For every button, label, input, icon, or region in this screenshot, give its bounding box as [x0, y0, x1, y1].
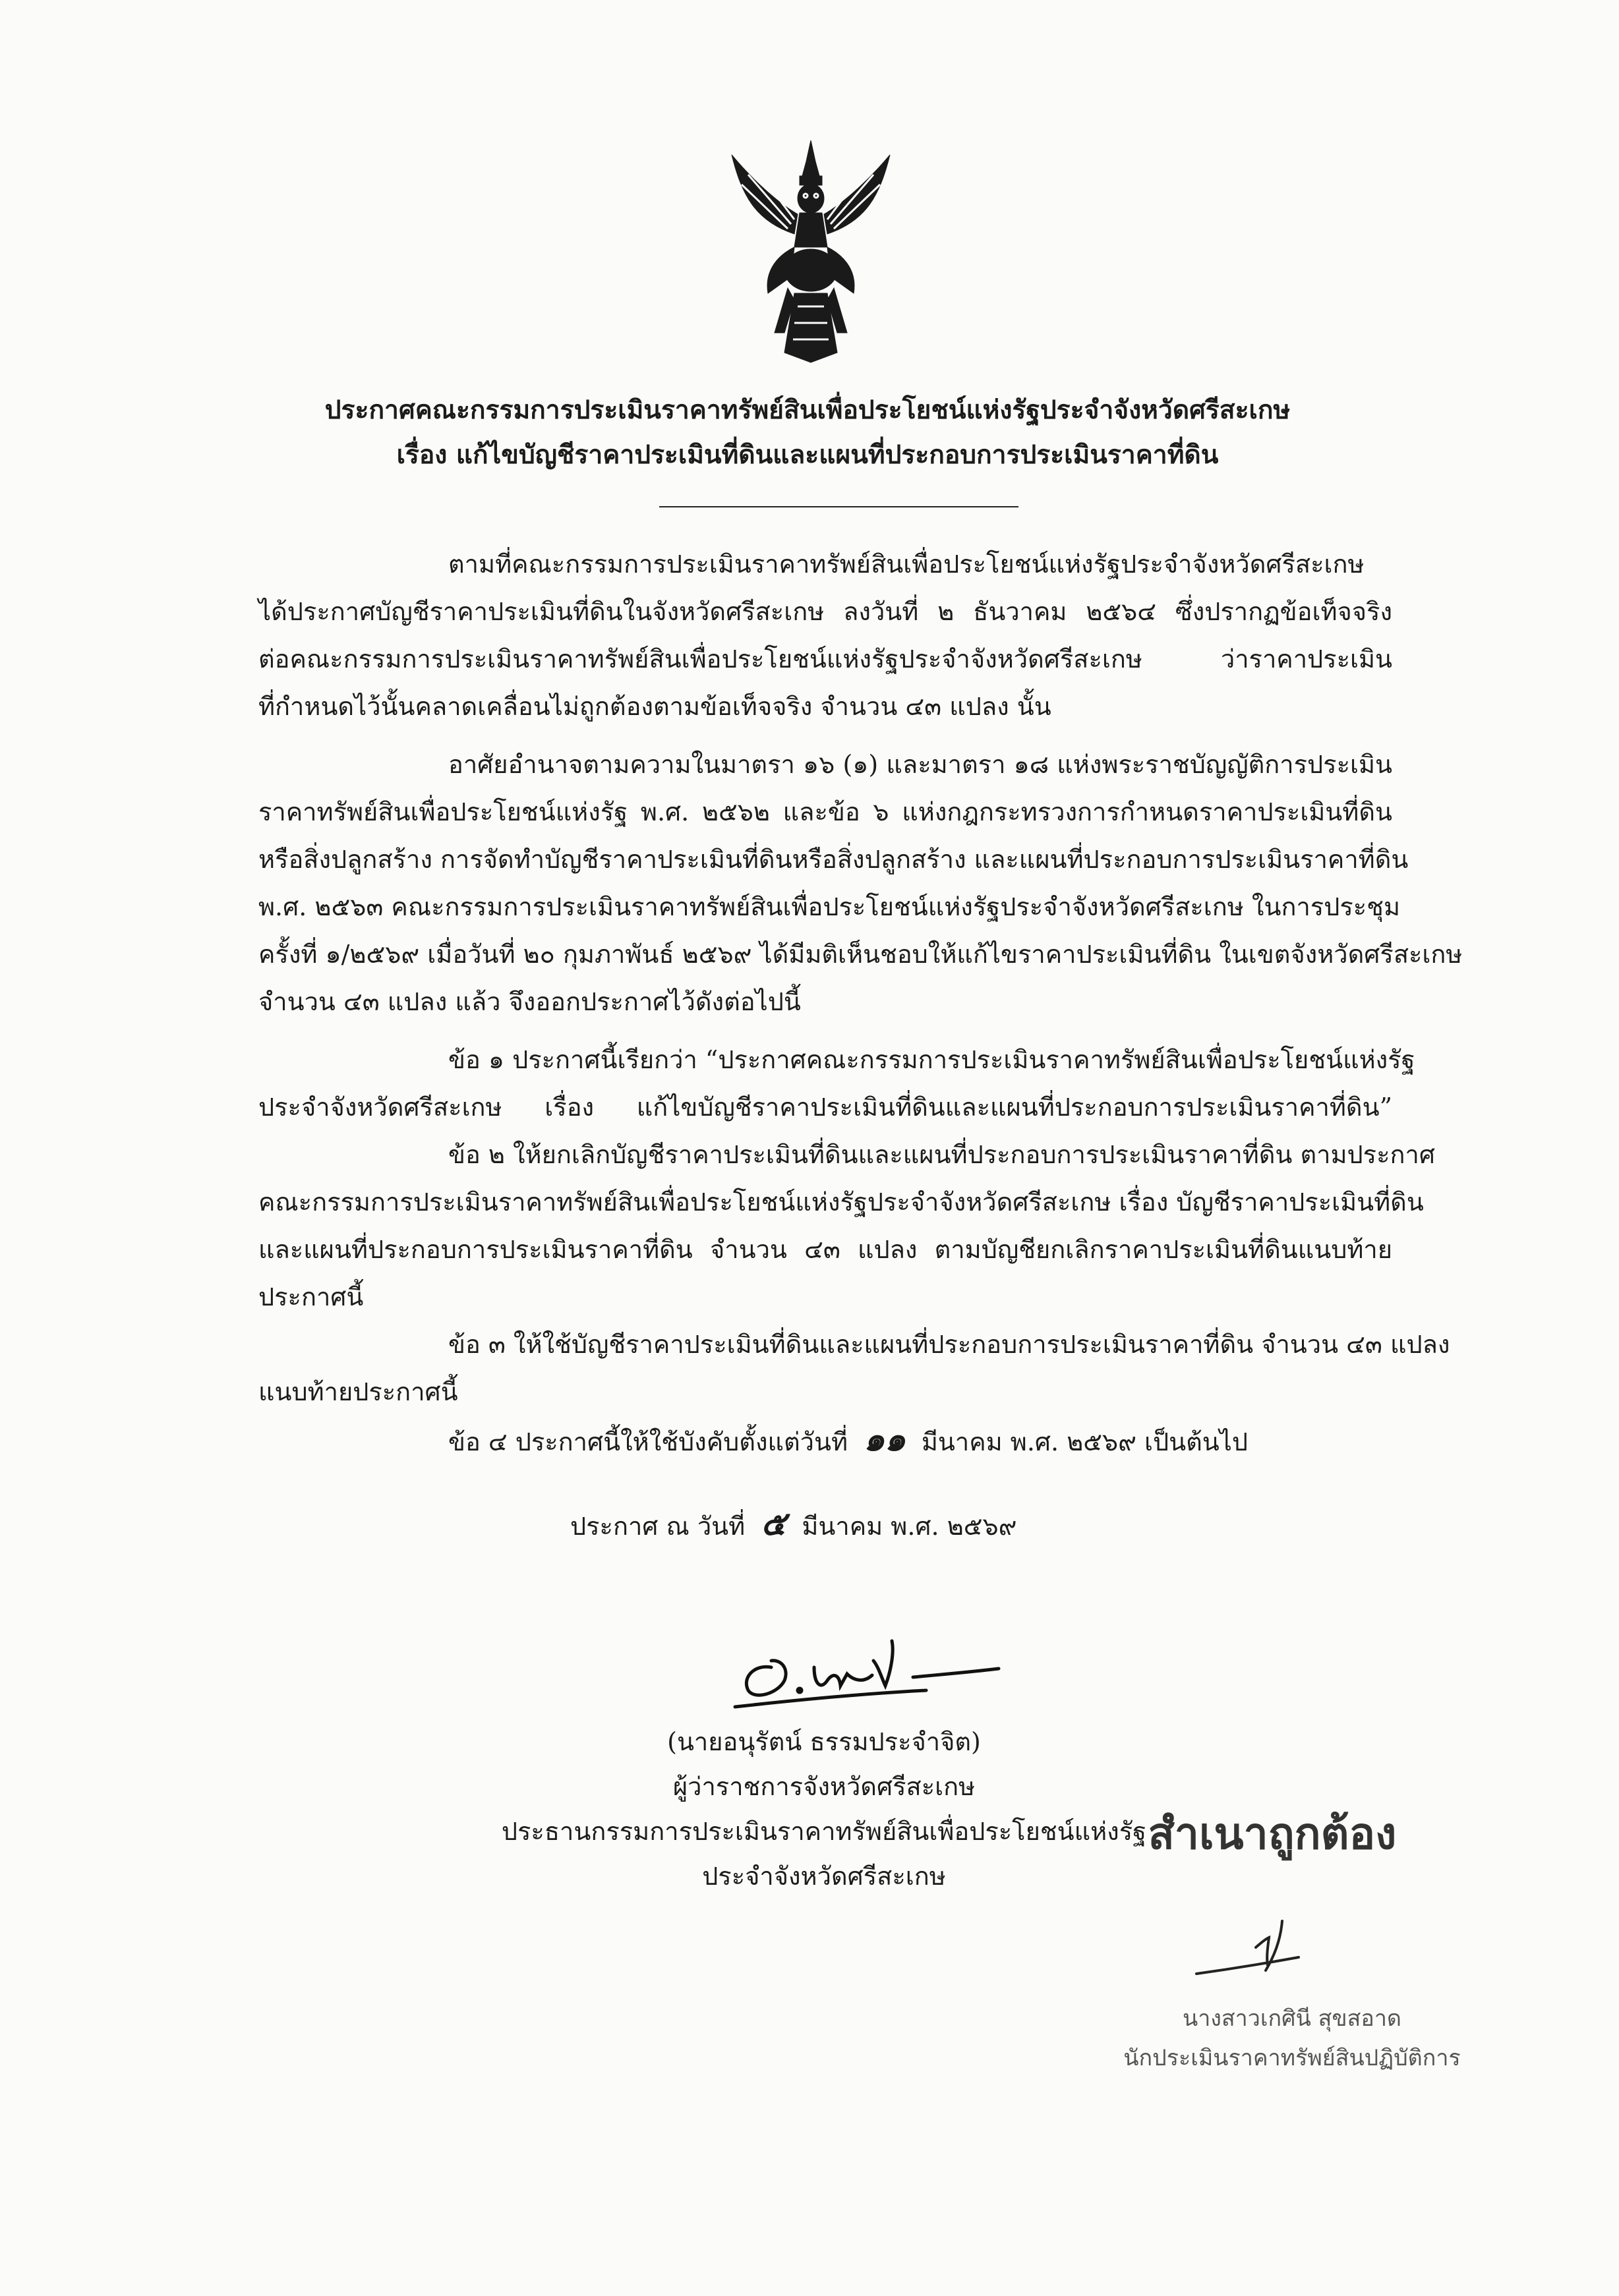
garuda-emblem-icon: [728, 135, 893, 366]
announcement-day: ๕: [761, 1505, 786, 1543]
body-line: ต่อคณะกรรมการประเมินราคาทรัพย์สินเพื่อประโยชน์แห่งรัฐประจำจังหวัดศรีสะเกษ ว่าราคาประเมิน: [258, 645, 1392, 674]
clause-2-line: คณะกรรมการประเมินราคาทรัพย์สินเพื่อประโยชน์แห่งรัฐประจำจังหวัดศรีสะเกษ เรื่อง บัญชีราคาประเมินที่ดิน: [258, 1188, 1424, 1217]
body-line: ที่กำหนดไว้นั้นคลาดเคลื่อนไม่ถูกต้องตามข้อเท็จจริง จำนวน ๔๓ แปลง นั้น: [258, 692, 1051, 721]
clause-4-date: มีนาคม พ.ศ. ๒๕๖๙ เป็นต้นไป: [921, 1427, 1249, 1456]
clause-3-line: แนบท้ายประกาศนี้: [258, 1377, 458, 1406]
certified-copy-stamp: สำเนาถูกต้อง: [1148, 1808, 1397, 1859]
announcement-subject: เรื่อง แก้ไขบัญชีราคาประเมินที่ดินและแผนที่ประกอบการประเมินราคาที่ดิน: [396, 440, 1219, 470]
body-line: ราคาทรัพย์สินเพื่อประโยชน์แห่งรัฐ พ.ศ. ๒๕๖๒ และข้อ ๖ แห่งกฎกระทรวงการกำหนดราคาประเมินที่ดิน: [258, 797, 1392, 826]
body-line: ตามที่คณะกรรมการประเมินราคาทรัพย์สินเพื่อประโยชน์แห่งรัฐประจำจังหวัดศรีสะเกษ: [448, 550, 1365, 579]
certifier-name: นางสาวเกศินี สุขสอาด: [1182, 2005, 1402, 2032]
clause-4-line: [448, 1421, 1248, 1460]
certifier-signature: [1183, 1911, 1322, 1990]
clause-2-line: ประกาศนี้: [258, 1282, 364, 1311]
certifier-position: นักประเมินราคาทรัพย์สินปฏิบัติการ: [1123, 2045, 1461, 2071]
effective-day: ๑๑: [864, 1420, 906, 1458]
governor-signature: [715, 1628, 1005, 1720]
body-line: พ.ศ. ๒๕๖๓ คณะกรรมการประเมินราคาทรัพย์สินเพื่อประโยชน์แห่งรัฐประจำจังหวัดศรีสะเกษ ในการประชุม: [258, 892, 1400, 921]
announcement-date-label: ประกาศ ณ วันที่: [570, 1512, 746, 1541]
signatory-name: (นายอนุรัตน์ ธรรมประจำจิต): [667, 1727, 981, 1756]
clause-2-line: และแผนที่ประกอบการประเมินราคาที่ดิน จำนวน ๔๓ แปลง ตามบัญชียกเลิกราคาประเมินที่ดินแนบท้าย: [258, 1235, 1392, 1264]
announcement-title: ประกาศคณะกรรมการประเมินราคาทรัพย์สินเพื่อประโยชน์แห่งรัฐประจำจังหวัดศรีสะเกษ: [324, 395, 1291, 425]
title-divider: [659, 506, 1018, 507]
announcement-month-year: มีนาคม พ.ศ. ๒๕๖๙: [802, 1512, 1017, 1541]
body-line: ได้ประกาศบัญชีราคาประเมินที่ดินในจังหวัดศรีสะเกษ ลงวันที่ ๒ ธันวาคม ๒๕๖๔ ซึ่งปรากฏข้อเท็จจริง: [258, 597, 1392, 626]
clause-1-line: ประจำจังหวัดศรีสะเกษ เรื่อง แก้ไขบัญชีราคาประเมินที่ดินและแผนที่ประกอบการประเมินราคาที่ดิน”: [258, 1093, 1392, 1122]
clause-2-line: ข้อ ๒ ให้ยกเลิกบัญชีราคาประเมินที่ดินและแผนที่ประกอบการประเมินราคาที่ดิน ตามประกาศ: [448, 1140, 1435, 1169]
clause-1-line: ข้อ ๑ ประกาศนี้เรียกว่า “ประกาศคณะกรรมการประเมินราคาทรัพย์สินเพื่อประโยชน์แห่งรัฐ: [448, 1045, 1415, 1074]
body-line: หรือสิ่งปลูกสร้าง การจัดทำบัญชีราคาประเมินที่ดินหรือสิ่งปลูกสร้าง และแผนที่ประกอบการประเมินราคาที่ดิน: [258, 845, 1409, 874]
body-line: จำนวน ๔๓ แปลง แล้ว จึงออกประกาศไว้ดังต่อไปนี้: [258, 987, 801, 1016]
clause-4-text: ข้อ ๔ ประกาศนี้ให้ใช้บังคับตั้งแต่วันที่: [448, 1427, 848, 1456]
announcement-date: [570, 1505, 1016, 1545]
clause-3-line: ข้อ ๓ ให้ใช้บัญชีราคาประเมินที่ดินและแผนที่ประกอบการประเมินราคาที่ดิน จำนวน ๔๓ แปลง: [448, 1330, 1450, 1359]
signatory-chair-title: ประธานกรรมการประเมินราคาทรัพย์สินเพื่อประโยชน์แห่งรัฐ: [501, 1817, 1147, 1846]
body-line: ครั้งที่ ๑/๒๕๖๙ เมื่อวันที่ ๒๐ กุมภาพันธ์ ๒๕๖๙ ได้มีมติเห็นชอบให้แก้ไขราคาประเมินที่ดิน ในเขตจังหวัดศรีสะเกษ: [258, 940, 1463, 969]
signatory-province: ประจำจังหวัดศรีสะเกษ: [702, 1862, 946, 1891]
body-line: อาศัยอำนาจตามความในมาตรา ๑๖ (๑) และมาตรา ๑๘ แห่งพระราชบัญญัติการประเมิน: [448, 750, 1392, 779]
signatory-position: ผู้ว่าราชการจังหวัดศรีสะเกษ: [672, 1772, 976, 1801]
